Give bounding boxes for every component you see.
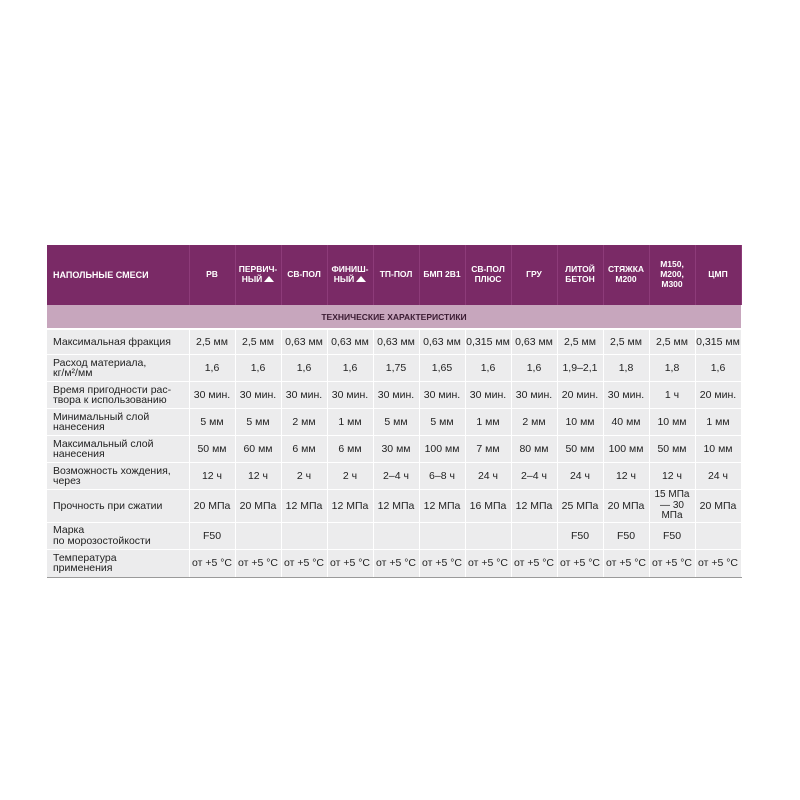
table-cell: 24 ч bbox=[465, 463, 511, 490]
table-cell: 15 МПа — 30 МПа bbox=[649, 490, 695, 523]
table-cell: 2,5 мм bbox=[649, 329, 695, 355]
table-cell: 24 ч bbox=[557, 463, 603, 490]
table-cell: 6 мм bbox=[327, 436, 373, 463]
header-product-line: ЦМП bbox=[708, 269, 728, 280]
row-label-line: Марка bbox=[53, 524, 85, 536]
header-product-line: СВ-ПОЛ bbox=[287, 269, 321, 280]
table-cell: 1 мм bbox=[695, 409, 741, 436]
table-row bbox=[47, 490, 741, 523]
table-cell: от +5 °С bbox=[327, 549, 373, 577]
table-cell: 16 МПа bbox=[465, 490, 511, 523]
table-cell: 2,5 мм bbox=[189, 329, 235, 355]
table-cell: от +5 °С bbox=[557, 549, 603, 577]
header-product-8 bbox=[557, 245, 603, 305]
table-cell: 20 МПа bbox=[695, 490, 741, 523]
table-cell: 2 ч bbox=[327, 463, 373, 490]
header-product-5 bbox=[419, 245, 465, 305]
table-cell: 1,6 bbox=[235, 355, 281, 382]
table-cell: F50 bbox=[189, 522, 235, 549]
header-product-line: М200 bbox=[615, 274, 637, 284]
row-label-line: твора к использованию bbox=[53, 394, 167, 406]
header-product-line: М300 bbox=[661, 278, 683, 289]
header-product-11 bbox=[695, 245, 741, 305]
header-product-line: СТЯЖКА bbox=[607, 264, 645, 275]
table-cell: 0,63 мм bbox=[327, 329, 373, 355]
table-cell: 2,5 мм bbox=[603, 329, 649, 355]
row-label-line: нанесения bbox=[53, 421, 105, 433]
row-label bbox=[47, 522, 189, 549]
table-cell: 20 МПа bbox=[189, 490, 235, 523]
table-cell: 100 мм bbox=[603, 436, 649, 463]
triangle-icon bbox=[356, 276, 366, 282]
table-cell bbox=[327, 522, 373, 549]
floor-mixes-specs-table bbox=[47, 245, 742, 578]
table-cell: 2 ч bbox=[281, 463, 327, 490]
table-cell: 30 мин. bbox=[465, 382, 511, 409]
table-cell: 12 МПа bbox=[327, 490, 373, 523]
table-cell: 20 МПа bbox=[603, 490, 649, 523]
table-cell: 20 МПа bbox=[235, 490, 281, 523]
table-cell: 5 мм bbox=[189, 409, 235, 436]
row-label bbox=[47, 382, 189, 409]
header-product-7 bbox=[511, 245, 557, 305]
table-cell bbox=[465, 522, 511, 549]
table-cell: 2–4 ч bbox=[511, 463, 557, 490]
table-cell: 40 мм bbox=[603, 409, 649, 436]
row-label-line: Расход материала, bbox=[53, 356, 147, 369]
header-product-3 bbox=[327, 245, 373, 305]
specs-table-container bbox=[47, 245, 741, 578]
table-cell: 1 мм bbox=[327, 409, 373, 436]
table-cell: от +5 °С bbox=[695, 549, 741, 577]
header-product-line: ГРУ bbox=[526, 269, 542, 280]
table-row bbox=[47, 329, 741, 355]
header-product-line: ПЕРВИЧ- bbox=[238, 264, 278, 275]
table-cell: 2 мм bbox=[281, 409, 327, 436]
header-product-line: ФИНИШ- bbox=[331, 264, 369, 275]
table-cell bbox=[281, 522, 327, 549]
table-cell: от +5 °С bbox=[465, 549, 511, 577]
table-cell: F50 bbox=[557, 522, 603, 549]
table-cell: 0,315 мм bbox=[695, 329, 741, 355]
table-cell: 50 мм bbox=[189, 436, 235, 463]
header-product-9 bbox=[603, 245, 649, 305]
table-cell bbox=[511, 522, 557, 549]
header-product-10 bbox=[649, 245, 695, 305]
table-cell: 12 ч bbox=[603, 463, 649, 490]
table-cell: 30 мин. bbox=[511, 382, 557, 409]
header-category-label: НАПОЛЬНЫЕ СМЕСИ bbox=[47, 245, 189, 305]
row-label-line: через bbox=[53, 475, 81, 487]
table-cell: 1,75 bbox=[373, 355, 419, 382]
table-row bbox=[47, 382, 741, 409]
table-cell: от +5 °С bbox=[281, 549, 327, 577]
row-label-line: нанесения bbox=[53, 448, 105, 460]
header-product-1 bbox=[235, 245, 281, 305]
table-cell bbox=[235, 522, 281, 549]
table-row bbox=[47, 549, 741, 577]
header-product-line: М150, bbox=[660, 259, 684, 270]
table-cell: 30 мин. bbox=[281, 382, 327, 409]
table-cell bbox=[419, 522, 465, 549]
row-label-line: кг/м²/мм bbox=[53, 367, 93, 379]
table-cell: 0,63 мм bbox=[419, 329, 465, 355]
row-label bbox=[47, 436, 189, 463]
table-cell: 5 мм bbox=[235, 409, 281, 436]
table-cell: 80 мм bbox=[511, 436, 557, 463]
header-product-line: ТП-ПОЛ bbox=[379, 269, 413, 280]
table-cell: 2 мм bbox=[511, 409, 557, 436]
row-label bbox=[47, 409, 189, 436]
table-cell: 6 мм bbox=[281, 436, 327, 463]
table-cell: 20 мин. bbox=[557, 382, 603, 409]
table-cell: 1,8 bbox=[603, 355, 649, 382]
row-label-line: Возможность хождения, bbox=[53, 464, 171, 477]
table-cell: 1,6 bbox=[327, 355, 373, 382]
table-cell: 12 ч bbox=[649, 463, 695, 490]
table-row bbox=[47, 355, 741, 382]
header-product-line: БЕТОН bbox=[565, 274, 595, 284]
table-cell: 24 ч bbox=[695, 463, 741, 490]
table-row bbox=[47, 436, 741, 463]
table-cell: 1,6 bbox=[465, 355, 511, 382]
table-cell: 30 мин. bbox=[327, 382, 373, 409]
table-cell: 12 МПа bbox=[511, 490, 557, 523]
table-cell: 20 мин. bbox=[695, 382, 741, 409]
table-cell: 30 мин. bbox=[603, 382, 649, 409]
table-cell: 30 мин. bbox=[373, 382, 419, 409]
table-row bbox=[47, 463, 741, 490]
table-cell: от +5 °С bbox=[373, 549, 419, 577]
table-cell: 0,63 мм bbox=[373, 329, 419, 355]
table-cell bbox=[373, 522, 419, 549]
table-cell: F50 bbox=[649, 522, 695, 549]
table-header-row bbox=[47, 245, 741, 305]
table-cell: 30 мин. bbox=[235, 382, 281, 409]
table-cell: 2,5 мм bbox=[557, 329, 603, 355]
table-cell: 0,315 мм bbox=[465, 329, 511, 355]
table-cell: от +5 °С bbox=[649, 549, 695, 577]
table-cell: 50 мм bbox=[649, 436, 695, 463]
table-cell bbox=[695, 522, 741, 549]
header-product-line: СВ-ПОЛ bbox=[471, 264, 505, 275]
row-label-line: по морозостойкости bbox=[53, 534, 151, 547]
row-label bbox=[47, 549, 189, 577]
section-title: ТЕХНИЧЕСКИЕ ХАРАКТЕРИСТИКИ bbox=[47, 305, 741, 329]
section-row bbox=[47, 305, 741, 329]
table-cell: 1 ч bbox=[649, 382, 695, 409]
row-label-line: Максимальный слой bbox=[53, 437, 154, 450]
table-cell: 10 мм bbox=[557, 409, 603, 436]
table-cell: 50 мм bbox=[557, 436, 603, 463]
table-cell: 1,6 bbox=[281, 355, 327, 382]
table-cell: F50 bbox=[603, 522, 649, 549]
header-product-line: РВ bbox=[206, 269, 218, 280]
header-product-6 bbox=[465, 245, 511, 305]
header-product-2 bbox=[281, 245, 327, 305]
table-cell: от +5 °С bbox=[235, 549, 281, 577]
table-cell: 1,6 bbox=[695, 355, 741, 382]
row-label-line: Максимальная фракция bbox=[53, 335, 171, 348]
row-label-line: Температура bbox=[53, 551, 117, 564]
table-cell: от +5 °С bbox=[511, 549, 557, 577]
header-product-4 bbox=[373, 245, 419, 305]
row-label bbox=[47, 355, 189, 382]
table-cell: 5 мм bbox=[373, 409, 419, 436]
table-cell: 30 мин. bbox=[189, 382, 235, 409]
table-cell: от +5 °С bbox=[603, 549, 649, 577]
table-cell: от +5 °С bbox=[189, 549, 235, 577]
table-cell: 0,63 мм bbox=[281, 329, 327, 355]
header-product-line: НЫЙ bbox=[333, 274, 355, 284]
table-cell: 25 МПа bbox=[557, 490, 603, 523]
table-cell: 2–4 ч bbox=[373, 463, 419, 490]
row-label-line: Минимальный слой bbox=[53, 410, 150, 423]
triangle-icon bbox=[264, 276, 274, 282]
table-cell: 12 МПа bbox=[281, 490, 327, 523]
table-cell: 10 мм bbox=[649, 409, 695, 436]
row-label-line: Время пригодности рас- bbox=[53, 383, 172, 396]
table-cell: 0,63 мм bbox=[511, 329, 557, 355]
table-cell: 2,5 мм bbox=[235, 329, 281, 355]
table-cell: 5 мм bbox=[419, 409, 465, 436]
table-cell: 1,6 bbox=[189, 355, 235, 382]
table-cell: 30 мин. bbox=[419, 382, 465, 409]
table-cell: 1,6 bbox=[511, 355, 557, 382]
header-product-line: БМП 2В1 bbox=[423, 269, 461, 280]
table-cell: 1,8 bbox=[649, 355, 695, 382]
table-cell: 12 МПа bbox=[373, 490, 419, 523]
table-cell: 12 МПа bbox=[419, 490, 465, 523]
table-cell: 30 мм bbox=[373, 436, 419, 463]
header-product-0 bbox=[189, 245, 235, 305]
table-cell: 1,9–2,1 bbox=[557, 355, 603, 382]
table-cell: 60 мм bbox=[235, 436, 281, 463]
table-cell: 10 мм bbox=[695, 436, 741, 463]
table-cell: 12 ч bbox=[189, 463, 235, 490]
table-row bbox=[47, 522, 741, 549]
table-row bbox=[47, 409, 741, 436]
header-product-line: М200, bbox=[660, 269, 684, 280]
table-cell: от +5 °С bbox=[419, 549, 465, 577]
table-cell: 1,65 bbox=[419, 355, 465, 382]
table-body bbox=[47, 305, 741, 577]
header-product-line: ПЛЮС bbox=[474, 274, 502, 284]
table-cell: 12 ч bbox=[235, 463, 281, 490]
header-product-line: ЛИТОЙ bbox=[565, 264, 595, 275]
row-label-line: применения bbox=[53, 562, 113, 574]
table-cell: 1 мм bbox=[465, 409, 511, 436]
table-cell: 100 мм bbox=[419, 436, 465, 463]
row-label-line: Прочность при сжатии bbox=[53, 499, 163, 512]
row-label bbox=[47, 329, 189, 355]
header-product-line: НЫЙ bbox=[241, 274, 263, 284]
table-cell: 7 мм bbox=[465, 436, 511, 463]
row-label bbox=[47, 463, 189, 490]
row-label bbox=[47, 490, 189, 523]
table-cell: 6–8 ч bbox=[419, 463, 465, 490]
